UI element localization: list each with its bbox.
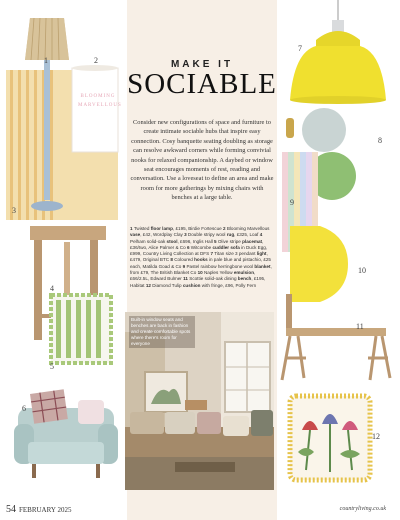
credit-number: 9 [182, 263, 187, 269]
credit-name: Twisted [133, 226, 151, 231]
oak-dining-bench-image [280, 288, 392, 384]
credit-details: with fringe, £96, Polly Fern [200, 282, 257, 288]
credit-number: 4 [259, 232, 263, 238]
credit-name: Pelham solid-oak [130, 238, 167, 244]
credit-number: 1 [130, 226, 134, 231]
credit-item: emulsion [233, 270, 255, 276]
credit-number: 11 [183, 276, 190, 282]
credit-details: , £696, Inglis Hall [177, 238, 215, 244]
product-number-5: 5 [50, 362, 54, 371]
credit-details: , £36/two, Alice Palmer & Co [130, 238, 264, 250]
product-number-4: 4 [50, 284, 54, 293]
credit-name: Double stripy wool [187, 232, 227, 238]
credit-item: placemat [242, 238, 263, 244]
product-number-3: 3 [12, 206, 16, 215]
credit-details: in Duck Egg, £999, Country Living Collection at DFS [130, 244, 268, 257]
product-number-12: 12 [372, 432, 380, 441]
credit-details: , £195, Birdie Fortescue [172, 226, 223, 231]
credit-details: in pale blue and pistachio, £25 each, Matilda Goad & Co [130, 257, 271, 269]
issue-date: FEBRUARY 2025 [19, 506, 72, 514]
credit-number: 8 [170, 257, 175, 263]
credit-entry [146, 283, 256, 288]
credit-item: blanket [254, 263, 271, 269]
credit-name: Witcombe [190, 244, 213, 250]
striped-placemat-image [48, 292, 114, 366]
credit-item: light [256, 251, 267, 257]
credit-number: 2 [222, 226, 227, 231]
product-number-2: 2 [94, 56, 98, 65]
site-url: countryliving.co.uk [339, 506, 386, 512]
credit-number: 12 [145, 282, 153, 288]
floor-lamp-overlay [22, 14, 72, 214]
vase-image [70, 64, 120, 156]
credit-details: , £195, Habitat [130, 276, 266, 288]
credit-item: cuddler sofa [212, 244, 240, 250]
credit-item: stool [166, 238, 178, 244]
credit-item: rug [226, 232, 235, 238]
credit-details: , £325, Loaf [234, 232, 260, 238]
cuddler-sofa-image [14, 378, 118, 482]
credit-name: Coloured [174, 257, 195, 263]
credit-name: Blooming Marvellous [226, 226, 270, 231]
credit-item: vase [130, 232, 141, 238]
product-number-6: 6 [22, 404, 26, 413]
credit-item: bench [237, 276, 252, 282]
credit-name: Olive stripe [217, 238, 243, 244]
room-photo [125, 312, 274, 490]
credit-number: 7 [210, 251, 215, 257]
pendant-light-image [282, 0, 394, 108]
kicker: MAKE IT [170, 59, 234, 70]
credit-name: Pastel rainbow herringbone wool [186, 263, 255, 269]
credit-details: , from £79, The British Blanket Co [130, 263, 272, 276]
credit-item: cushion [182, 282, 201, 288]
product-number-8: 8 [378, 136, 382, 145]
vase-lettering: BLOOMING MARVELLOUS [78, 94, 122, 108]
product-number-11: 11 [356, 322, 364, 331]
page-footer-left [6, 504, 71, 515]
credit-entry [130, 226, 223, 231]
credit-name: Diamond Tulip [152, 282, 183, 288]
product-credits [130, 226, 274, 289]
page-title: SOCIABLE [127, 68, 277, 100]
credit-details: , £479, Original BTC [130, 251, 268, 263]
intro-paragraph: Consider new configurations of space and furniture to create intimate sociable hubs that inspire easy connection. Cosy banquette seating doubling as storage can resolve awkward corners while forming convivial nooks for relaxed companionship. A daybed or window seat encourages moments of rest, reading and conversation. Use a loveseat to define an area and make room for more gatherings by mixing chairs with benches at a large table. [130, 119, 274, 202]
credit-item: floor lamp [150, 226, 173, 231]
product-number-1: 1 [44, 56, 48, 65]
credit-name: Titan size 3 pendant [214, 251, 257, 257]
photo-caption: Built-in window seats and benches are back in fashion and create comfortable spots where there's room for everyone [129, 316, 195, 348]
credit-number: 10 [197, 270, 204, 276]
credit-number: 5 [214, 238, 218, 244]
tulip-cushion-image [284, 390, 376, 486]
page-number: 54 [6, 504, 16, 515]
product-number-10: 10 [358, 266, 366, 275]
credit-number: 6 [186, 244, 191, 250]
product-number-9: 9 [290, 198, 294, 207]
product-number-7: 7 [298, 44, 302, 53]
credit-details: , £42, Wordplay Clay [140, 232, 185, 238]
credit-name: Naples Yellow [203, 270, 234, 276]
credit-name: Scottie solid-oak dining [189, 276, 238, 282]
credit-number: 3 [184, 232, 188, 238]
credit-details: , £66/2.5L, Edward Bulmer [130, 270, 256, 282]
credit-entry [184, 232, 260, 237]
credit-item: hooks [194, 257, 208, 263]
